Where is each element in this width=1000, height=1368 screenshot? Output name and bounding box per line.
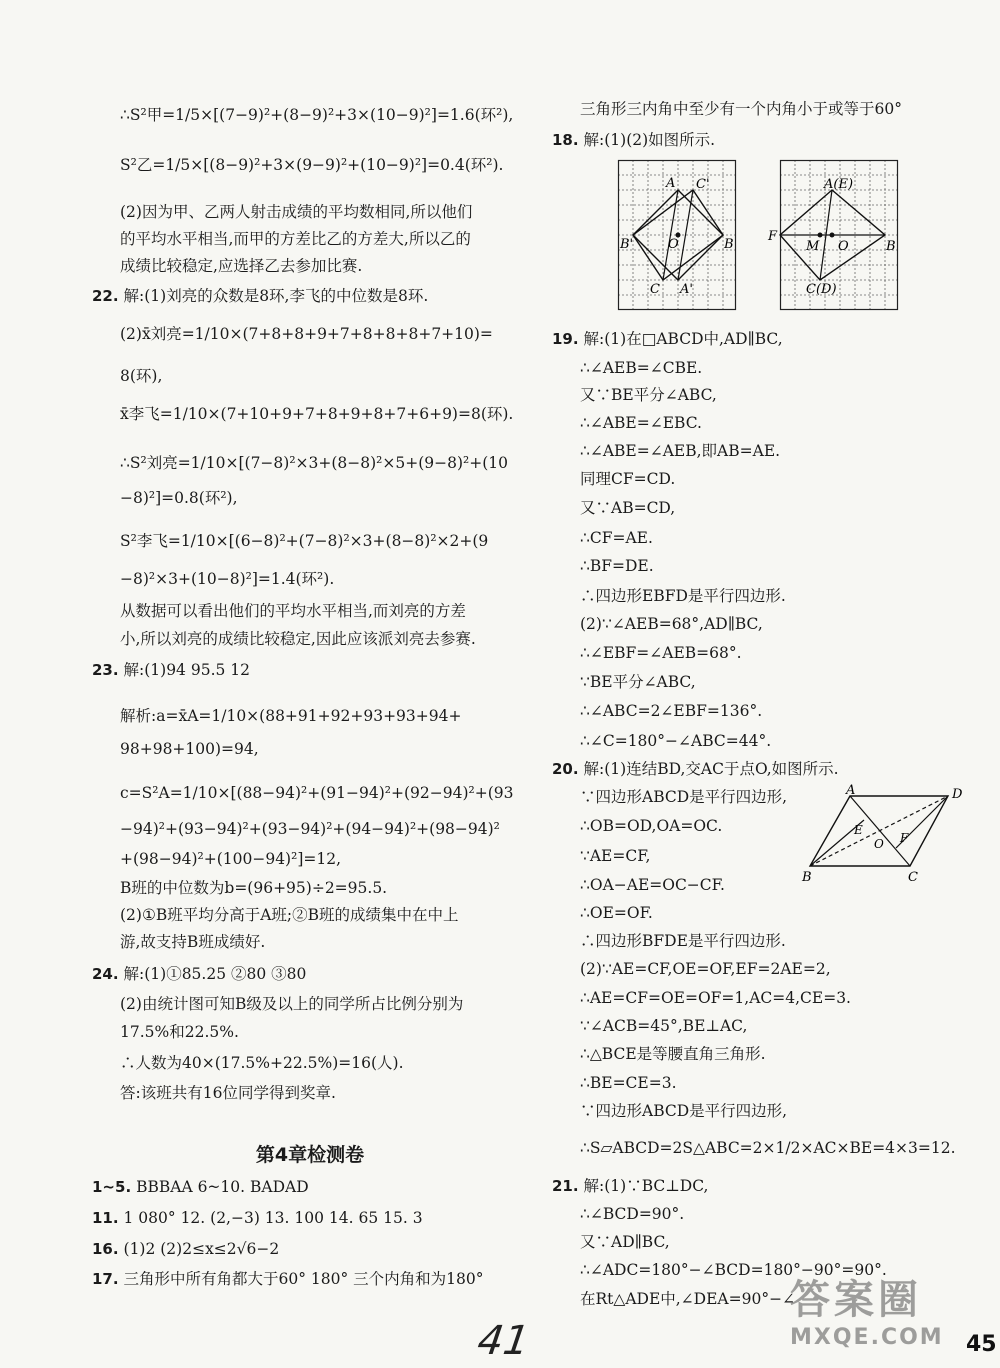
problem-23	[92, 659, 250, 681]
right-line-20: ∴OB=OD,OA=OC.	[580, 817, 723, 835]
right-line-1: 三角形三内角中至少有一个内角小于或等于60°	[580, 100, 902, 118]
left-line-29: 答:该班共有16位同学得到奖章.	[120, 1084, 336, 1102]
right-line-21: ∵AE=CF,	[580, 847, 651, 865]
label-A-E: A(E)	[824, 177, 854, 192]
left-line-24: 游,故支持B班成绩好.	[120, 933, 266, 951]
right-line-11: ∴BF=DE.	[580, 557, 654, 575]
figure-20	[798, 784, 970, 884]
problem-text: 解:(1)连结BD,交AC于点O,如图所示.	[583, 760, 839, 778]
right-line-17: ∴∠C=180°−∠ABC=44°.	[580, 732, 772, 750]
problem-text: 解:(1)在□ABCD中,AD∥BC,	[583, 330, 783, 348]
right-line-29: ∴BE=CE=3.	[580, 1074, 677, 1092]
label-B: B	[886, 239, 896, 254]
page-number: 45	[966, 1332, 997, 1357]
right-line-24: ∴四边形BFDE是平行四边形.	[580, 932, 786, 950]
problem-24	[92, 963, 306, 985]
watermark-title: 答案圈	[790, 1277, 922, 1323]
right-line-7: ∴∠ABE=∠AEB,即AB=AE.	[580, 442, 781, 460]
label-B: B	[802, 870, 812, 885]
problem-18	[552, 129, 715, 151]
label-A: A	[666, 176, 676, 191]
right-line-25: (2)∵AE=CF,OE=OF,EF=2AE=2,	[580, 960, 831, 978]
right-line-30: ∵四边形ABCD是平行四边形,	[580, 1102, 788, 1120]
left-line-26: (2)由统计图可知B级及以上的同学所占比例分别为	[120, 995, 464, 1013]
right-line-27: ∵∠ACB=45°,BE⊥AC,	[580, 1017, 748, 1035]
left-line-9: x̄李飞=1/10×(7+10+9+7+8+9+8+7+6+9)=8(环).	[120, 405, 514, 423]
label-A-prime: A'	[680, 282, 693, 297]
problem-text: 解:(1)(2)如图所示.	[583, 131, 716, 149]
answer-17	[92, 1268, 484, 1290]
label-A: A	[846, 783, 856, 798]
left-line-8: 8(环),	[120, 367, 163, 385]
left-line-4: 的平均水平相当,而甲的方差比乙的方差大,所以乙的	[120, 230, 471, 248]
problem-20	[552, 758, 839, 780]
label-F: F	[900, 831, 909, 845]
left-line-15: 小,所以刘亮的成绩比较稳定,因此应该派刘亮去参赛.	[120, 630, 476, 648]
left-line-13: −8)²×3+(10−8)²]=1.4(环²).	[120, 570, 335, 588]
right-line-16: ∴∠ABC=2∠EBF=136°.	[580, 702, 763, 720]
right-line-12: ∴四边形EBFD是平行四边形.	[580, 587, 786, 605]
label-C-D: C(D)	[806, 282, 837, 297]
problem-text: 三角形中所有角都大于60° 180° 三个内角和为180°	[123, 1270, 484, 1288]
left-line-3: (2)因为甲、乙两人射击成绩的平均数相同,所以他们	[120, 203, 473, 221]
label-B: B	[724, 237, 734, 252]
problem-number: 23.	[92, 661, 119, 679]
right-line-31: ∴S▱ABCD=2S△ABC=2×1/2×AC×BE=4×3=12.	[580, 1139, 956, 1157]
problem-number: 20.	[552, 760, 579, 778]
label-C: C	[650, 282, 660, 297]
problem-number: 1~5.	[92, 1178, 132, 1196]
answer-16	[92, 1238, 279, 1260]
problem-number: 22.	[92, 287, 119, 305]
left-line-1: ∴S²甲=1/5×[(7−9)²+(8−9)²+3×(10−9)²]=1.6(环²),	[120, 106, 514, 124]
left-line-11: −8)²]=0.8(环²),	[120, 489, 238, 507]
right-line-33: ∴∠BCD=90°.	[580, 1205, 685, 1223]
left-line-14: 从数据可以看出他们的平均水平相当,而刘亮的方差	[120, 602, 466, 620]
problem-22	[92, 285, 428, 307]
label-E: E	[854, 823, 863, 837]
left-line-23: (2)①B班平均分高于A班;②B班的成绩集中在中上	[120, 906, 459, 924]
right-line-36: 在Rt△ADE中,∠DEA=90°−∠	[580, 1290, 796, 1308]
right-line-4: ∴∠AEB=∠CBE.	[580, 359, 703, 377]
problem-text: 解:(1)94 95.5 12	[123, 661, 251, 679]
left-line-28: ∴人数为40×(17.5%+22.5%)=16(人).	[120, 1054, 404, 1072]
problem-number: 11.	[92, 1209, 119, 1227]
label-F: F	[768, 229, 778, 244]
problem-number: 17.	[92, 1270, 119, 1288]
label-O: O	[874, 837, 884, 851]
right-line-34: 又∵AD∥BC,	[580, 1233, 670, 1251]
label-O: O	[838, 239, 849, 254]
problem-number: 24.	[92, 965, 119, 983]
problem-text: BBBAA 6~10. BADAD	[136, 1178, 309, 1196]
right-line-13: (2)∵∠AEB=68°,AD∥BC,	[580, 615, 763, 633]
left-line-21: +(98−94)²+(100−94)²]=12,	[120, 850, 342, 868]
left-line-20: −94)²+(93−94)²+(93−94)²+(94−94)²+(98−94)²	[120, 820, 500, 838]
label-O: O	[668, 237, 679, 252]
right-line-9: 又∵AB=CD,	[580, 499, 676, 517]
label-M: M	[806, 239, 820, 254]
watermark-url: MXQE.COM	[790, 1325, 944, 1350]
answers-1-10	[92, 1176, 309, 1198]
problem-number: 19.	[552, 330, 579, 348]
problem-text: 解:(1)刘亮的众数是8环,李飞的中位数是8环.	[123, 287, 429, 305]
figure-18-left	[618, 160, 736, 310]
left-line-18: 98+98+100)=94,	[120, 740, 259, 758]
problem-text: 1 080° 12. (2,−3) 13. 100 14. 65 15. 3	[123, 1209, 423, 1227]
left-line-5: 成绩比较稳定,应选择乙去参加比赛.	[120, 257, 363, 275]
problem-19	[552, 328, 783, 350]
left-line-22: B班的中位数为b=(96+95)÷2=95.5.	[120, 879, 388, 897]
right-line-26: ∴AE=CF=OE=OF=1,AC=4,CE=3.	[580, 989, 851, 1007]
left-line-10: ∴S²刘亮=1/10×[(7−8)²×3+(8−8)²×5+(9−8)²+(10	[120, 454, 509, 472]
right-line-14: ∴∠EBF=∠AEB=68°.	[580, 644, 742, 662]
label-C-prime: C'	[696, 177, 710, 192]
left-line-27: 17.5%和22.5%.	[120, 1023, 239, 1041]
left-line-2: S²乙=1/5×[(8−9)²+3×(9−9)²+(10−9)²]=0.4(环²).	[120, 156, 504, 174]
right-line-5: 又∵BE平分∠ABC,	[580, 386, 717, 404]
problem-number: 18.	[552, 131, 579, 149]
right-line-6: ∴∠ABE=∠EBC.	[580, 414, 702, 432]
label-B-prime: B'	[620, 237, 634, 252]
section-title: 第4章检测卷	[255, 1144, 365, 1166]
right-line-10: ∴CF=AE.	[580, 529, 653, 547]
problem-21	[552, 1175, 708, 1197]
answers-11-15	[92, 1207, 423, 1229]
problem-text: (1)2 (2)2≤x≤2√6−2	[123, 1240, 280, 1258]
right-line-15: ∵BE平分∠ABC,	[580, 673, 696, 691]
left-line-12: S²李飞=1/10×[(6−8)²+(7−8)²×3+(8−8)²×2+(9	[120, 532, 489, 550]
label-C: C	[908, 870, 918, 885]
problem-text: 解:(1)∵BC⊥DC,	[583, 1177, 709, 1195]
problem-number: 21.	[552, 1177, 579, 1195]
watermark-logo	[790, 1268, 990, 1364]
right-line-8: 同理CF=CD.	[580, 470, 676, 488]
right-line-19: ∵四边形ABCD是平行四边形,	[580, 788, 788, 806]
problem-number: 16.	[92, 1240, 119, 1258]
right-line-28: ∴△BCE是等腰直角三角形.	[580, 1045, 766, 1063]
handwritten-number: 41	[474, 1318, 533, 1364]
left-line-17: 解析:a=x̄A=1/10×(88+91+92+93+93+94+	[120, 707, 462, 725]
figure-18-right	[768, 160, 898, 310]
right-line-23: ∴OE=OF.	[580, 904, 653, 922]
problem-text: 解:(1)①85.25 ②80 ③80	[123, 965, 307, 983]
left-line-19: c=S²A=1/10×[(88−94)²+(91−94)²+(92−94)²+(93	[120, 784, 514, 802]
right-line-35: ∴∠ADC=180°−∠BCD=180°−90°=90°.	[580, 1261, 887, 1279]
right-line-22: ∴OA−AE=OC−CF.	[580, 876, 725, 894]
label-D: D	[952, 787, 963, 802]
left-line-7: (2)x̄刘亮=1/10×(7+8+8+9+7+8+8+8+7+10)=	[120, 325, 493, 343]
